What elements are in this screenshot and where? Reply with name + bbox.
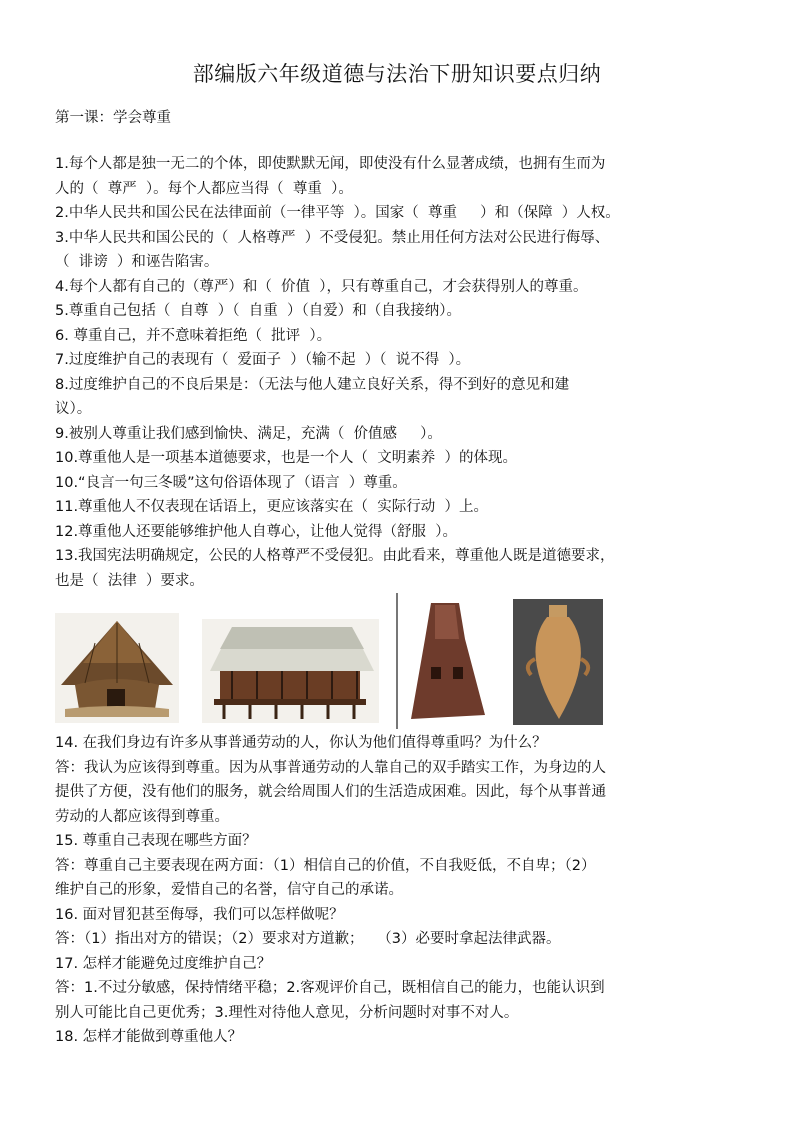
text-line: 9.被别人尊重让我们感到愉快、满足，充满（ 价值感 ）。 <box>55 425 442 442</box>
text-line: 答：1.不过分敏感，保持情绪平稳；2.客观评价自己，既相信自己的能力，也能认识到 <box>55 980 605 996</box>
text-line: 劳动的人都应该得到尊重。 <box>55 808 229 825</box>
lesson-heading: 第一课：学会尊重 <box>55 110 171 126</box>
text-line: （ 诽谤 ）和诬告陷害。 <box>55 254 219 270</box>
text-line: 2.中华人民共和国公民在法律面前（一律平等 ）。国家（ 尊重 ）和（保障 ）人权。 <box>55 205 620 221</box>
text-line: 5.尊重自己包括（ 自尊 ）（ 自重 ）（自爱）和（自我接纳）。 <box>55 303 461 319</box>
text-line: 18. 怎样才能做到尊重他人？ <box>55 1029 243 1045</box>
text-line: 答：我认为应该得到尊重。因为从事普通劳动的人靠自己的双手踏实工作，为身边的人 <box>55 759 606 776</box>
text-line: 12.尊重他人还要能够维护他人自尊心，让他人觉得（舒服 ）。 <box>55 523 458 540</box>
text-line: 人的（ 尊严 ）。每个人都应当得（ 尊重 ）。 <box>55 180 353 197</box>
text-line: 4.每个人都有自己的（尊严）和（ 价值 ），只有尊重自己，才会获得别人的尊重。 <box>55 278 588 295</box>
pottery-vase-image <box>513 599 603 725</box>
knowledge-points <box>55 152 745 593</box>
text-line: 提供了方便，没有他们的服务，就会给周围人们的生活造成困难。因此，每个从事普通 <box>55 784 606 800</box>
text-line: 11.尊重他人不仅表现在话语上，更应该落实在（ 实际行动 ）上。 <box>55 499 488 515</box>
text-line: 16. 面对冒犯甚至侮辱，我们可以怎样做呢？ <box>55 906 344 923</box>
thatched-hut-image <box>55 613 179 723</box>
image-divider <box>395 593 399 729</box>
text-line: 也是（ 法律 ）要求。 <box>55 572 204 589</box>
qa-section <box>55 731 745 1050</box>
text-line: 10.“良言一句三冬暖”这句俗语体现了（语言 ）尊重。 <box>55 474 407 491</box>
text-line: 15. 尊重自己表现在哪些方面？ <box>55 833 257 849</box>
text-line: 7.过度维护自己的表现有（ 爱面子 ）（输不起 ）（ 说不得 ）。 <box>55 352 471 368</box>
text-line: 6. 尊重自己，并不意味着拒绝（ 批评 ）。 <box>55 327 332 344</box>
text-line: 14. 在我们身边有许多从事普通劳动的人，你认为他们值得尊重吗？为什么？ <box>55 735 547 751</box>
text-line: 10.尊重他人是一项基本道德要求，也是一个人（ 文明素养 ）的体现。 <box>55 450 517 466</box>
text-line: 答：（1）指出对方的错误；（2）要求对方道歉； （3）必要时拿起法律武器。 <box>55 931 561 947</box>
text-line: 1.每个人都是独一无二的个体，即使默默无闻，即使没有什么显著成绩，也拥有生而为 <box>55 156 606 172</box>
stilt-house-image <box>202 619 379 723</box>
stone-axe-image <box>405 599 489 725</box>
text-line: 别人可能比自己更优秀；3.理性对待他人意见，分析问题时对事不对人。 <box>55 1004 519 1021</box>
text-line: 17. 怎样才能避免过度维护自己？ <box>55 955 272 972</box>
text-line: 13.我国宪法明确规定，公民的人格尊严不受侵犯。由此看来，尊重他人既是道德要求， <box>55 548 615 564</box>
illustration-row <box>55 593 615 729</box>
text-line: 答：尊重自己主要表现在两方面：（1）相信自己的价值，不自我贬低，不自卑；（2） <box>55 857 596 874</box>
text-line: 8.过度维护自己的不良后果是：（无法与他人建立良好关系，得不到好的意见和建 <box>55 376 570 393</box>
text-line: 议）。 <box>55 401 92 417</box>
text-line: 3.中华人民共和国公民的（ 人格尊严 ）不受侵犯。禁止用任何方法对公民进行侮辱、 <box>55 229 610 246</box>
page-title: 部编版六年级道德与法治下册知识要点归纳 <box>192 62 602 86</box>
text-line: 维护自己的形象，爱惜自己的名誉，信守自己的承诺。 <box>55 882 403 898</box>
